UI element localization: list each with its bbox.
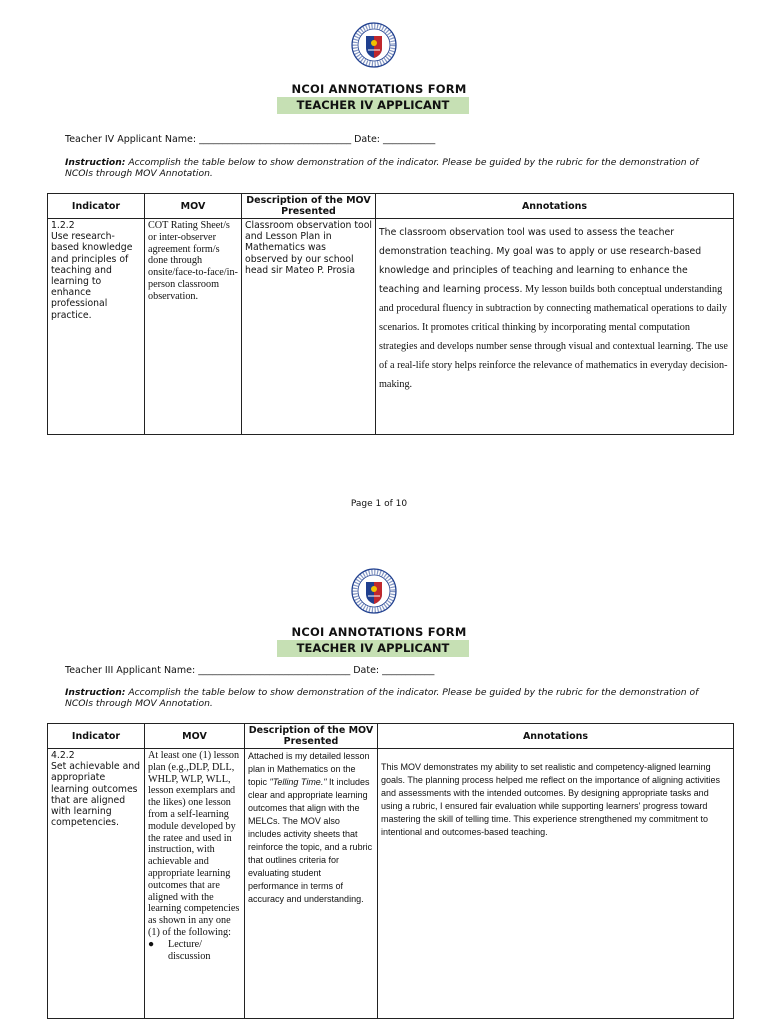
description-cell [245,749,378,1019]
table-header-row [48,724,734,749]
applicant-level-banner: TEACHER IV APPLICANT [277,640,469,657]
indicator-cell: 4.2.2 Set achievable and appropriate learning outcomes that are aligned with learning competencies. [48,749,145,1019]
mov-cell: COT Rating Sheet/s or inter-observer agreement form/s done through onsite/face-to-face/in-person classroom observation. [145,219,242,435]
table-row [48,219,734,435]
instruction-body: Accomplish the table below to show demonstration of the indicator. Please be guided by the rubric for the demonstration of NCOIs through MOV Annotation. [65,157,699,179]
indicator-cell: 1.2.2 Use research-based knowledge and principles of teaching and learning to enhance professional practice. [48,219,145,435]
annotations-cell: This MOV demonstrates my ability to set realistic and competency-aligned learning goals. The planning process helped me reflect on the importance of aligning activities and assessments with the intended outcomes. By designing appropriate tasks and using a rubric, I ensured fair evaluation while supporting learners' progress toward mastering the skill of telling time. This experience strengthened my commitment to intentional and outcomes-based teaching. [378,749,734,1019]
description-topic: "Telling Time." [269,777,327,787]
mov-bullet-label: Lecture/ discussion [168,938,211,962]
applicant-name-date-line: Teacher III Applicant Name: ________________________________ Date: ___________ [65,665,435,676]
page-number: Page 1 of 10 [350,499,408,509]
description-text-after: It includes clear and appropriate learning outcomes that align with the MELCs. The MOV also includes activity sheets that reinforce the topic, and a rubric that outlines criteria for evaluating student performance in terms of accuracy and understanding. [248,777,373,904]
table-header-row [48,194,734,219]
mov-text: At least one (1) lesson plan (e.g.,DLP, DLL, WHLP, WLP, WLL, lesson exemplars and the likes) one lesson from a self-learning module developed by the ratee and used in instruction, with achievable and appropriate learning outcomes that are aligned with the learning competencies as shown in any one (1) of the following: [148,750,240,938]
description-cell: Classroom observation tool and Lesson Plan in Mathematics was observed by our school head sir Mateo P. Prosia [242,219,376,435]
instruction-label: Instruction: [65,157,126,168]
form-title: NCOI ANNOTATIONS FORM [291,82,467,96]
mov-bullet-item [148,939,241,963]
header-description: Description of the MOV Presented [242,194,376,219]
header-mov: MOV [145,194,242,219]
annotations-text-serif: My lesson builds both conceptual understanding and procedural fluency in subtraction by connecting mathematical operations to daily scenarios. It promotes critical thinking by incorporating mental computation strategies and develops number sense through visual and contextual learning. The use of a real-life story helps reinforce the relevance of mathematics in everyday decision-making. [379,284,728,390]
table-row [48,749,734,1019]
instruction-text [65,687,725,709]
form-title: NCOI ANNOTATIONS FORM [291,625,467,639]
instruction-text [65,157,725,179]
bullet-icon: ● [148,938,155,950]
applicant-name-date-line: Teacher IV Applicant Name: ________________________________ Date: ___________ [65,134,436,145]
deped-seal-icon [351,22,397,68]
annotations-text-sans: The classroom observation tool was used to assess the teacher demonstration teaching. My goal was to apply or use research-based knowledge and principles of teaching and learning to enhance the teaching and learning process. [379,227,702,295]
annotations-table [47,193,734,435]
annotations-table [47,723,734,1019]
header-indicator: Indicator [48,194,145,219]
description-text-before: Attached is my detailed lesson plan in Mathematics on the topic [248,751,370,787]
header-description: Description of the MOV Presented [245,724,378,749]
instruction-body: Accomplish the table below to show demonstration of the indicator. Please be guided by the rubric for the demonstration of NCOIs through MOV Annotation. [65,687,699,709]
header-mov: MOV [145,724,245,749]
annotations-cell [376,219,734,435]
instruction-label: Instruction: [65,687,126,698]
mov-cell [145,749,245,1019]
deped-seal-icon [351,568,397,614]
header-annotations: Annotations [378,724,734,749]
applicant-level-banner: TEACHER IV APPLICANT [277,97,469,114]
header-annotations: Annotations [376,194,734,219]
header-indicator: Indicator [48,724,145,749]
